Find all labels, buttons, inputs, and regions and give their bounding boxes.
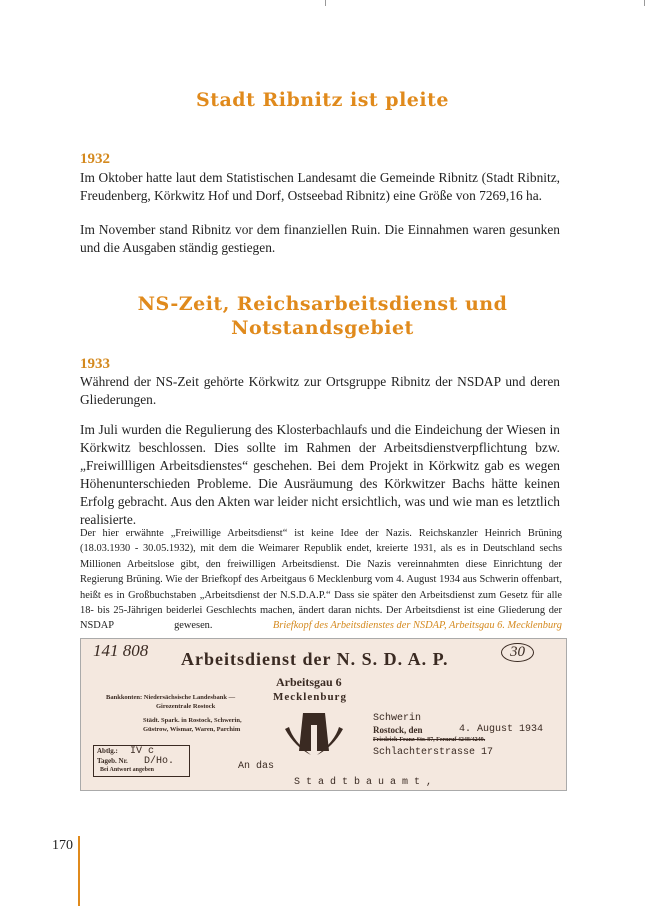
emblem-icon xyxy=(281,711,347,759)
reference-box xyxy=(93,745,190,777)
year-heading: 1933 xyxy=(80,356,110,372)
section-title-line: NS-Zeit, Reichsarbeitsdienst und xyxy=(137,293,508,315)
bank-info: Güstrow, Wismar, Waren, Parchim xyxy=(143,726,241,733)
bank-info: Girozentrale Rostock xyxy=(156,703,216,710)
bank-info: Städt. Spark. in Rostock, Schwerin, xyxy=(143,717,242,724)
letterhead-image xyxy=(80,638,567,791)
margin-rule xyxy=(78,836,80,906)
footnote-text: Der hier erwähnte „Freiwillige Arbeitsdienst“ ist keine Idee der Nazis. Reichskanzler Heinrich Brüning (18.03.1930 - 30.05.1932), mit dem die Weimarer Republik endet, kreierte 1931, als es in Deutschland sechs Millionen Arbeitslose gibt, den freiwilligen Arbeitsdienst. Die Nazis vereinnahmten diese Einrichtung der Regierung Brüning. Wie der Briefkopf des Arbeitgaus 6 Mecklenburg vom 4. August 1934 aus Schwerin offenbart, heißt es in Großbuchstaben „Arbeitsdienst der N.S.D.A.P.“ Dass sie später den Arbeitsdienst zum Gesetz für alle 18- bis 25-Jährigen beiderlei Geschlechts machen, ändert daran nichts. Der Arbeitsdienst ist eine Gliederung der NSDAP gewesen. xyxy=(80,528,562,632)
section-title: Stadt Ribnitz ist pleite xyxy=(196,89,449,111)
salutation: An das xyxy=(238,761,275,772)
tageb-label: Tageb. Nr. xyxy=(97,757,128,765)
bank-info: Bankkonten: Niedersächsische Landesbank — xyxy=(106,694,236,701)
footnote xyxy=(80,526,562,634)
recipient: S t a d t b a u a m t , xyxy=(294,777,433,788)
city-typed: Schwerin xyxy=(373,713,422,724)
address-printed: Friedrich-Franz-Str. 87, Fernruf 4248/4249. xyxy=(373,737,486,743)
handwritten-note: 141 808 xyxy=(93,641,149,660)
city-printed: Rostock, den xyxy=(373,725,423,735)
tageb-value: D/Ho. xyxy=(144,756,175,767)
letter-date: 4. August 1934 xyxy=(459,724,544,735)
abt-label: Abtlg.: xyxy=(97,747,118,755)
paragraph: Im November stand Ribnitz vor dem finanziellen Ruin. Die Einnahmen waren gesunken und die Ausgaben ständig gestiegen. xyxy=(80,222,560,255)
crop-mark xyxy=(325,0,326,6)
year-heading: 1932 xyxy=(80,151,110,167)
letter-gau: Arbeitsgau 6 xyxy=(276,675,342,689)
letter-heading: Arbeitsdienst der N. S. D. A. P. xyxy=(181,649,449,669)
paragraph: Während der NS-Zeit gehörte Körkwitz zur Ortsgruppe Ribnitz der NSDAP und deren Gliederungen. xyxy=(80,374,560,407)
section-title-line: Notstandsgebiet xyxy=(231,317,414,339)
address-typed: Schlachterstrasse 17 xyxy=(373,747,494,758)
reply-note: Bei Antwort angeben xyxy=(100,767,154,773)
crop-mark xyxy=(644,0,645,6)
paragraph: Im Oktober hatte laut dem Statistischen Landesamt die Gemeinde Ribnitz (Stadt Ribnitz, Freudenberg, Körkwitz Hof und Dorf, Ostseebad Ribnitz) eine Größe von 7269,16 ha. xyxy=(80,170,560,203)
handwritten-number: 30 xyxy=(501,643,534,662)
abt-value: IV c xyxy=(130,746,155,757)
page-number: 170 xyxy=(52,838,73,853)
paragraph: Im Juli wurden die Regulierung des Klosterbachlaufs und die Eindeichung der Wiesen in Körkwitz beschlossen. Dies sollte im Rahmen der Arbeitsdienstverpflichtung bzw. „Freiwillligen Arbeitsdienstes“ geschehen. Bei dem Projekt in Körkwitz gab es wegen Höhenunterschieden Probleme. Die Ausräumung des Körkwitzer Bachs hätte keinen Erfolg gebracht. Aus den Akten war leider nicht ersichtlich, was und wie man es letztlich realisierte. xyxy=(80,422,560,527)
letter-region: Mecklenburg xyxy=(273,691,347,703)
image-caption: Briefkopf des Arbeitsdienstes der NSDAP, Arbeitsgau 6. Mecklenburg xyxy=(272,620,562,632)
